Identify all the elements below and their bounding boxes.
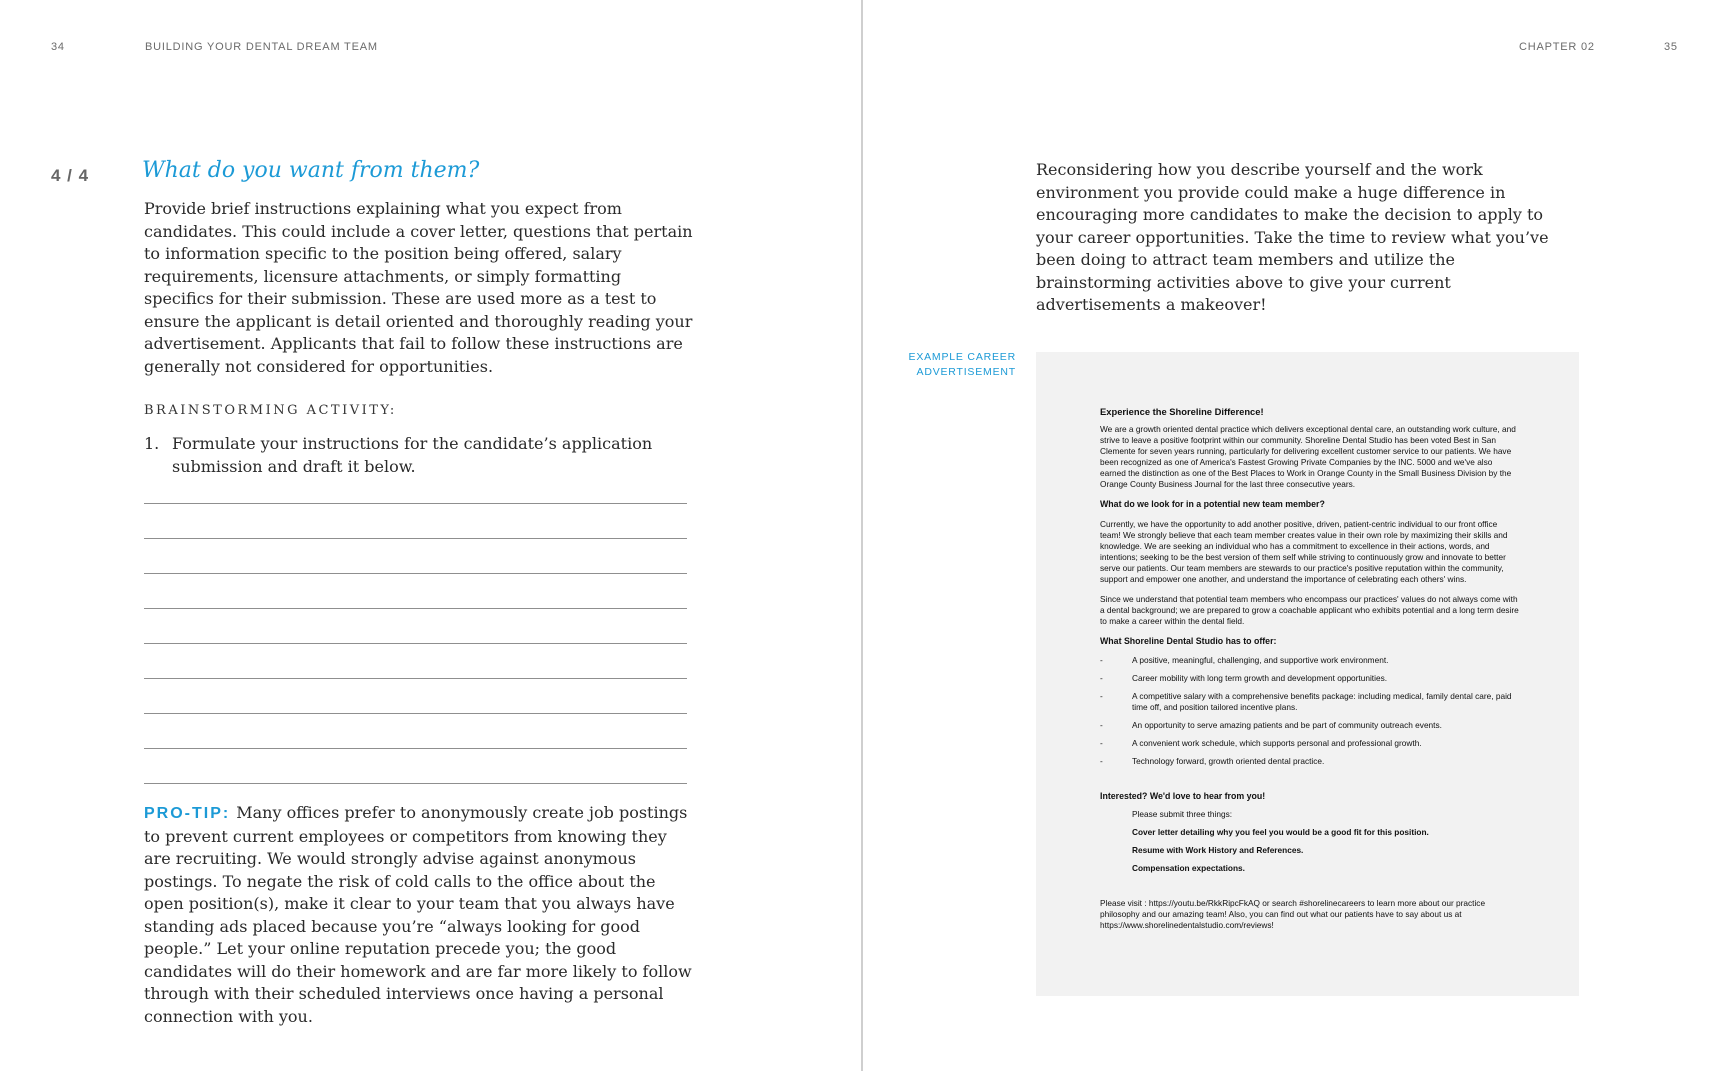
bullet-text: A positive, meaningful, challenging, and supportive work environment. xyxy=(1132,655,1389,665)
ad-submit-item: Resume with Work History and References. xyxy=(1132,845,1304,855)
ad-paragraph: Since we understand that potential team members who encompass our practices' values do not always come with a dental background; we are prepared to grow a coachable applicant who exhibits potential and a long term desire to make a career within the dental field. xyxy=(1100,594,1519,626)
page-number-right: 35 xyxy=(1664,41,1678,53)
caption-line: EXAMPLE CAREER xyxy=(908,351,1016,363)
brainstorming-heading: BRAINSTORMING ACTIVITY: xyxy=(144,403,397,418)
chapter-label: CHAPTER 02 xyxy=(1519,41,1595,53)
writing-line xyxy=(144,503,687,504)
ad-closing: Please visit : https://youtu.be/RkkRipcFkAQ or search #shorelinecareers to learn more about our practice philosophy and our amazing team! Also, you can find out what our patients have to say about us at https://www.shorelinedentalstudio.com/reviews! xyxy=(1100,898,1486,930)
bullet-dash: - xyxy=(1100,691,1103,701)
writing-line xyxy=(144,713,687,714)
ad-bullet xyxy=(1100,673,1520,684)
activity-number: 1. xyxy=(144,434,160,453)
activity-text: Formulate your instructions for the candidate’s application submission and draft it below. xyxy=(172,434,653,476)
body-paragraph: Provide brief instructions explaining what you expect from candidates. This could include a cover letter, questions that pertain to information specific to the position being offered, salary requirements, licensure attachments, or simply formatting specifics for their submission. These are used more as a test to ensure the applicant is detail oriented and thoroughly reading your advertisement. Applicants that fail to follow these instructions are generally not considered for opportunities. xyxy=(144,199,693,376)
writing-lines xyxy=(144,503,687,818)
writing-line xyxy=(144,608,687,609)
running-head: BUILDING YOUR DENTAL DREAM TEAM xyxy=(145,41,378,53)
writing-line xyxy=(144,573,687,574)
writing-line xyxy=(144,643,687,644)
step-number: 4 / 4 xyxy=(51,166,90,185)
ad-bullet xyxy=(1100,738,1520,749)
pro-tip-label: PRO-TIP: xyxy=(144,805,231,822)
caption-line: ADVERTISEMENT xyxy=(916,366,1016,378)
page-number-left: 34 xyxy=(51,41,65,53)
ad-bullet xyxy=(1100,720,1520,731)
bullet-text: Technology forward, growth oriented dental practice. xyxy=(1132,756,1325,766)
ad-interested-heading: Interested? We'd love to hear from you! xyxy=(1100,791,1266,801)
career-advertisement xyxy=(1036,352,1579,996)
bullet-dash: - xyxy=(1100,756,1103,766)
intro-paragraph: Reconsidering how you describe yourself and the work environment you provide could make a huge difference in encouraging more candidates to make the decision to apply to your career opportunities. Take the time to review what you’ve been doing to attract team members and utilize the brainstorming activities above to give your current advertisements a makeover! xyxy=(1036,160,1549,314)
ad-submit-item: Compensation expectations. xyxy=(1132,863,1245,873)
ad-paragraph: Currently, we have the opportunity to add another positive, driven, patient-centric individual to our front office team! We strongly believe that each team member creates value in their own role by maximizing their skills and knowledge. We are seeking an individual who has a commitment to excellence in their actions, words, and intentions; seeking to be the best version of them self while striving to continuously grow and innovate to better serve our patients. Our team members are stewards to our practice's positive reputation within the community, support and empower one another, and understand the importance of celebrating each others' wins. xyxy=(1100,519,1508,584)
bullet-dash: - xyxy=(1100,720,1103,730)
ad-submit-intro: Please submit three things: xyxy=(1132,809,1233,819)
bullet-dash: - xyxy=(1100,738,1103,748)
activity-item xyxy=(144,433,684,478)
writing-line xyxy=(144,678,687,679)
bullet-text: Career mobility with long term growth and development opportunities. xyxy=(1132,673,1388,683)
pro-tip xyxy=(144,802,694,1028)
ad-heading: Experience the Shoreline Difference! xyxy=(1100,406,1264,417)
pro-tip-text: Many offices prefer to anonymously create job postings to prevent current employees or competitors from knowing they are recruiting. We would strongly advise against anonymous postings. To negate the risk of cold calls to the office about the open position(s), make it clear to your team that you always have standing ads placed because you’re “always looking for good people.” Let your online reputation precede you; the good candidates will do their homework and are far more likely to follow through with their scheduled interviews once having a personal connection with you. xyxy=(144,803,692,1026)
ad-offer-heading: What Shoreline Dental Studio has to offer: xyxy=(1100,636,1277,646)
ad-submit-item: Cover letter detailing why you feel you would be a good fit for this position. xyxy=(1132,827,1429,837)
page-gutter xyxy=(861,0,863,1071)
ad-content xyxy=(1100,406,1520,940)
ad-paragraph: We are a growth oriented dental practice which delivers exceptional dental care, an outstanding work culture, and strive to leave a positive footprint within our community. Shoreline Dental Studio has been voted Best in San Clemente for seven years running, particularly for delivering excellent customer service to our patients. We have been recognized as one of America's Fastest Growing Private Companies by the INC. 5000 and we've also earned the distinction as one of the Best Places to Work in Orange County in the Small Business Division by the Orange County Business Journal for the last three consecutive years. xyxy=(1100,424,1516,489)
bullet-text: A convenient work schedule, which supports personal and professional growth. xyxy=(1132,738,1422,748)
bullet-dash: - xyxy=(1100,673,1103,683)
writing-line xyxy=(144,748,687,749)
section-title: What do you want from them? xyxy=(142,158,480,183)
ad-bullet xyxy=(1100,691,1520,713)
writing-line xyxy=(144,783,687,784)
ad-bullet xyxy=(1100,756,1520,767)
ad-bullet xyxy=(1100,655,1520,666)
example-caption xyxy=(900,350,1016,380)
bullet-dash: - xyxy=(1100,655,1103,665)
ad-subheading: What do we look for in a potential new team member? xyxy=(1100,499,1325,509)
bullet-text: A competitive salary with a comprehensive benefits package: including medical, family dental care, paid time off, and position tailored incentive plans. xyxy=(1132,691,1512,712)
bullet-text: An opportunity to serve amazing patients and be part of community outreach events. xyxy=(1132,720,1442,730)
writing-line xyxy=(144,538,687,539)
